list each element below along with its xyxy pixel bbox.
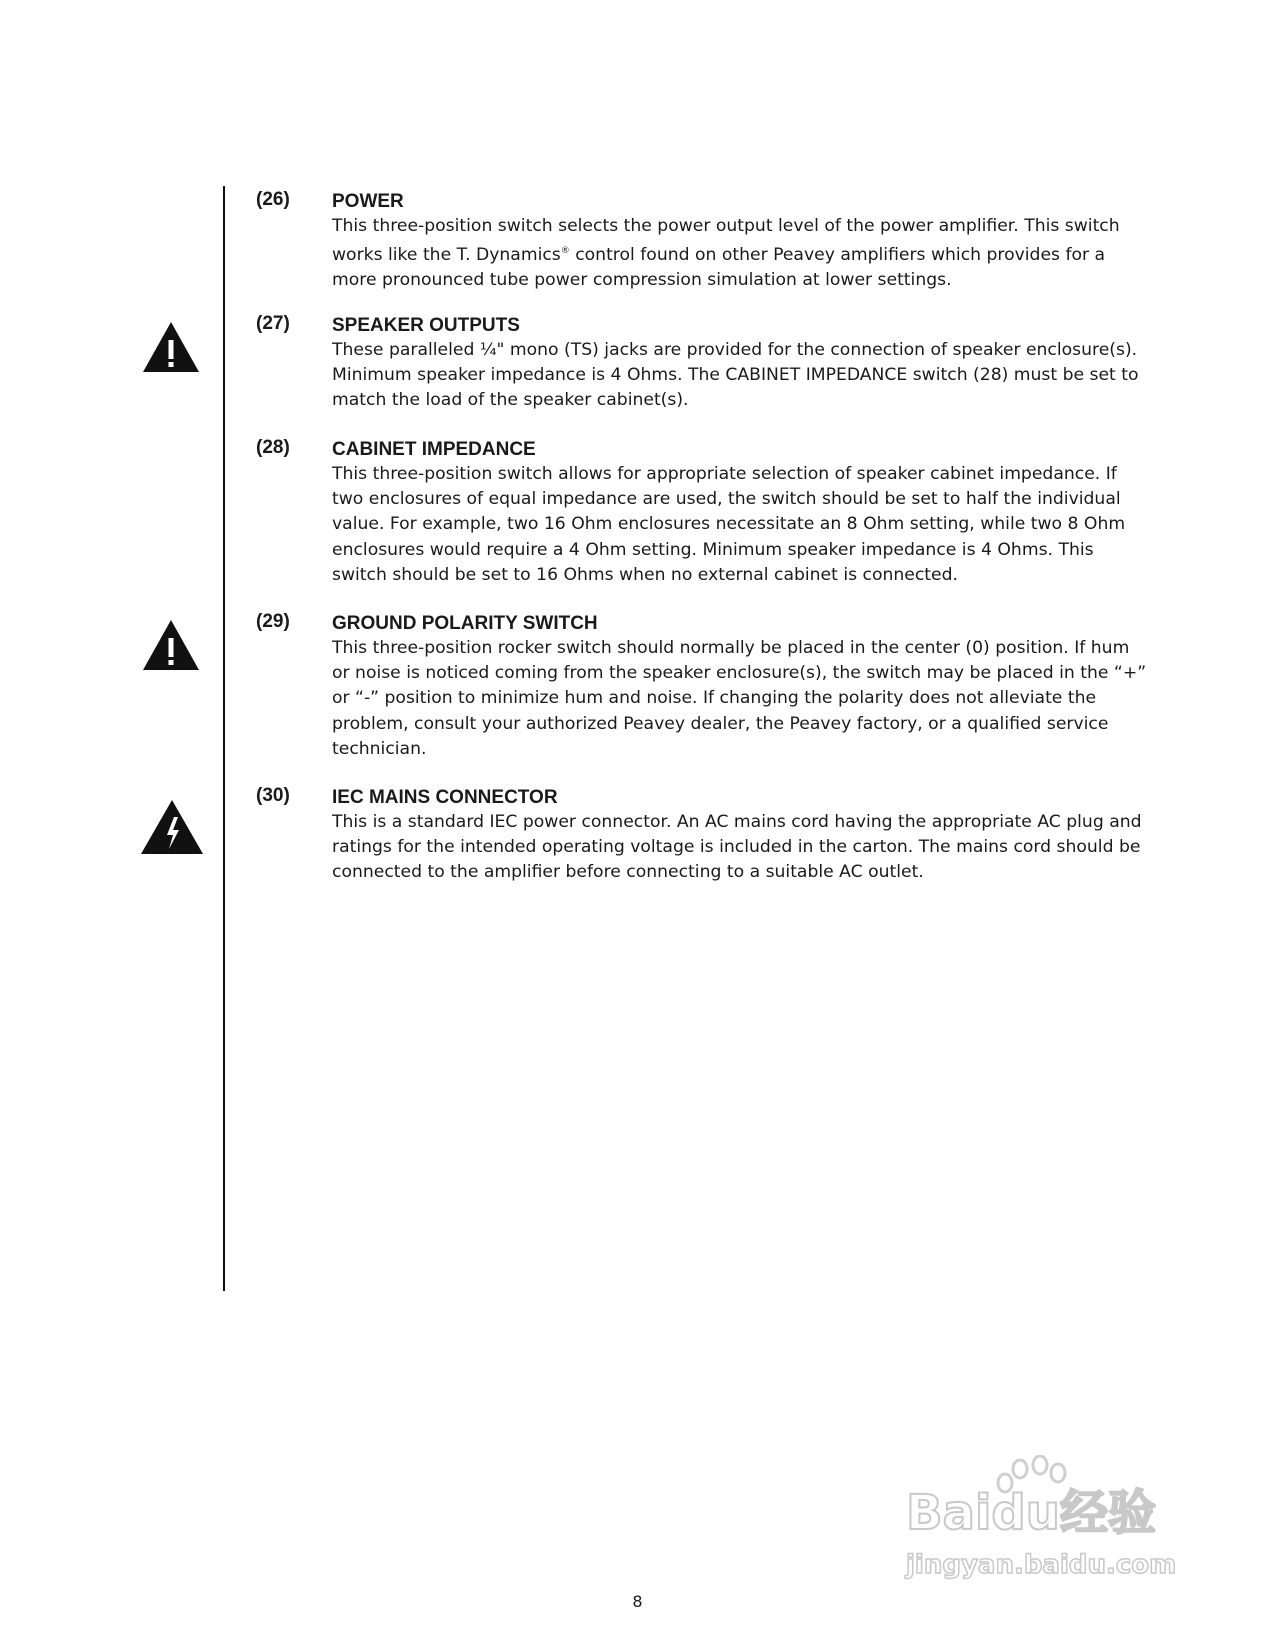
section-title: IEC MAINS CONNECTOR: [332, 787, 558, 808]
section-title: GROUND POLARITY SWITCH: [332, 613, 598, 634]
section-number: (29): [256, 611, 290, 632]
section-body-part: This three-position switch selects the power output level of the power amplifier. This switch works like the T. Dynamics: [332, 216, 1120, 266]
section-30: [256, 785, 1166, 886]
section-number: (26): [256, 189, 290, 210]
margin-rule: [223, 186, 225, 1291]
section-number: (27): [256, 313, 290, 334]
watermark-url: jingyan.baidu.com: [906, 1550, 1177, 1580]
watermark-text: Baidu经验: [906, 1485, 1156, 1541]
section-body-part: control found on other Peavey amplifiers which provides for a more pronounced tube power compression simulation at lower settings.: [332, 245, 1106, 291]
section-body: This is a standard IEC power connector. An AC mains cord having the appropriate AC plug and ratings for the intended operating voltage is included in the carton. The mains cord should be connected to the amplifier before connecting to a suitable AC outlet.: [332, 812, 1142, 883]
section-title: CABINET IMPEDANCE: [332, 439, 536, 460]
section-number: (30): [256, 785, 290, 806]
registered-mark: ®: [560, 246, 570, 257]
section-27: [256, 313, 1166, 414]
section-28: [256, 437, 1166, 588]
warning-triangle-icon: [140, 617, 202, 673]
section-body: This three-position rocker switch should normally be placed in the center (0) position. If hum or noise is noticed coming from the speaker enclosure(s), the switch may be placed in the “+” or “-” position to minimize hum and noise. If changing the polarity does not alleviate the problem, consult your authorized Peavey dealer, the Peavey factory, or a qualified service technician.: [332, 638, 1147, 759]
section-title: POWER: [332, 191, 404, 212]
section-body: [332, 214, 1166, 294]
section-26: [256, 189, 1166, 294]
warning-triangle-icon: [140, 319, 202, 375]
baidu-watermark-logo: [900, 1455, 1200, 1595]
section-29: [256, 611, 1166, 762]
page-number: 8: [632, 1592, 643, 1611]
electric-shock-warning-icon: [138, 797, 206, 857]
section-body: These paralleled ¼" mono (TS) jacks are provided for the connection of speaker enclosure(s). Minimum speaker impedance is 4 Ohms. The CABINET IMPEDANCE switch (28) must be set to match the load of the speaker cabinet(s).: [332, 340, 1139, 411]
section-title: SPEAKER OUTPUTS: [332, 315, 520, 336]
section-number: (28): [256, 437, 290, 458]
section-body: This three-position switch allows for appropriate selection of speaker cabinet impedance. If two enclosures of equal impedance are used, the switch should be set to half the individual value. For example, two 16 Ohm enclosures necessitate an 8 Ohm setting, while two 8 Ohm enclosures would require a 4 Ohm setting. Minimum speaker impedance is 4 Ohms. This switch should be set to 16 Ohms when no external cabinet is connected.: [332, 464, 1126, 585]
